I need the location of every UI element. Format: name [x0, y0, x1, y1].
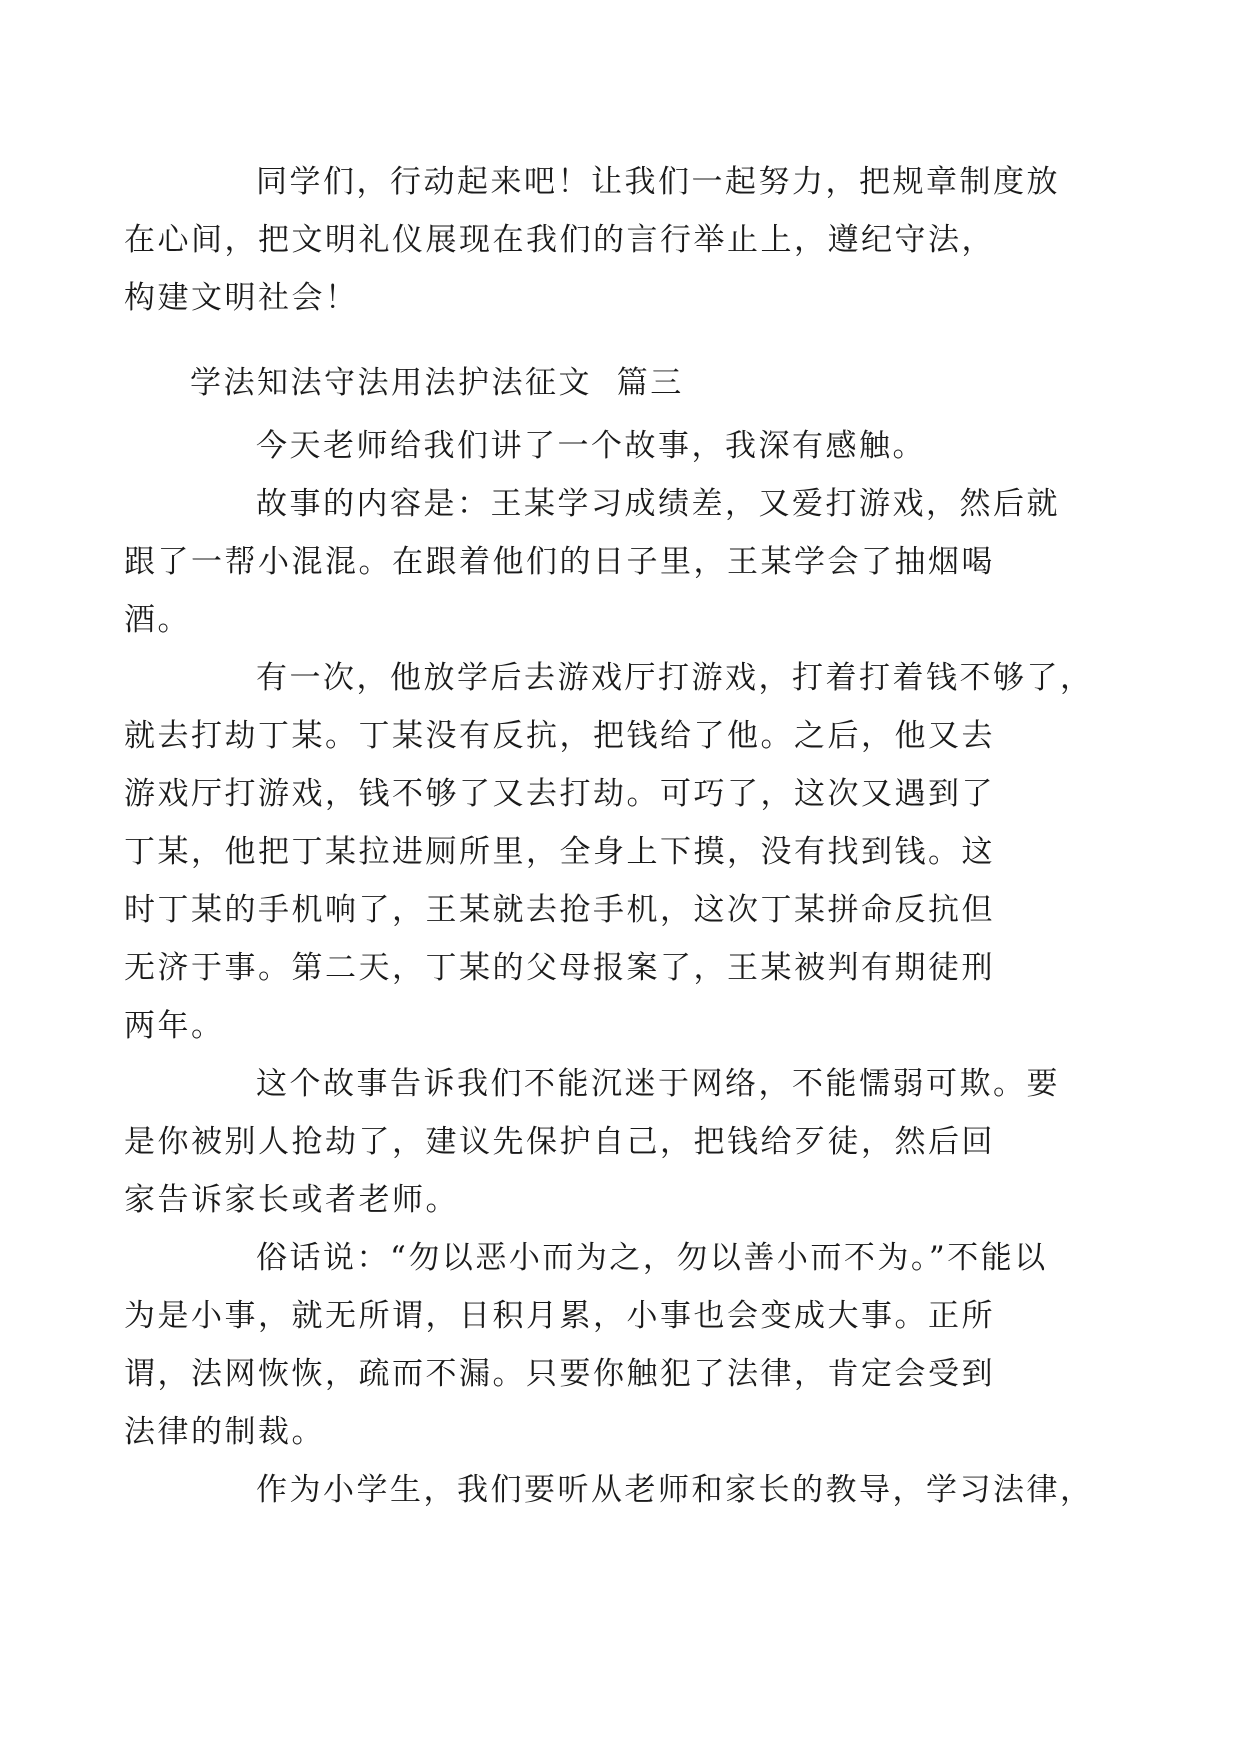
text-line: 俗话说：“勿以恶小而为之，勿以善小而不为。”不能以: [256, 1240, 1048, 1276]
text-line: 同学们，行动起来吧！让我们一起努力，把规章制度放: [256, 164, 1060, 200]
text-line: 为是小事，就无所谓，日积月累，小事也会变成大事。正所: [124, 1298, 995, 1334]
text-line: 游戏厅打游戏，钱不够了又去打劫。可巧了，这次又遇到了: [124, 776, 995, 812]
text-line: 是你被别人抢劫了，建议先保护自己，把钱给歹徒，然后回: [124, 1124, 995, 1160]
section-title: 学法知法守法用法护法征文 篇三: [190, 365, 684, 401]
paragraph-3: [124, 649, 1094, 1055]
paragraph-2: [124, 475, 1070, 649]
section-block: [124, 354, 1094, 1519]
paragraph-intro: [124, 153, 1070, 327]
text-line: 今天老师给我们讲了一个故事，我深有感触。: [256, 428, 926, 464]
text-line: 作为小学生，我们要听从老师和家长的教导，学习法律，: [256, 1472, 1094, 1508]
text-line: 时丁某的手机响了，王某就去抢手机，这次丁某拼命反抗但: [124, 892, 995, 928]
text-line: 谓，法网恢恢，疏而不漏。只要你触犯了法律，肯定会受到: [124, 1356, 995, 1392]
paragraph-1: [190, 417, 1070, 475]
text-line: 酒。: [124, 602, 191, 638]
text-line: 有一次，他放学后去游戏厅打游戏，打着打着钱不够了，: [256, 660, 1094, 696]
text-line: 无济于事。第二天，丁某的父母报案了，王某被判有期徒刑: [124, 950, 995, 986]
text-line: 两年。: [124, 1008, 225, 1044]
text-line: 这个故事告诉我们不能沉迷于网络，不能懦弱可欺。要: [256, 1066, 1060, 1102]
text-line: 故事的内容是：王某学习成绩差，又爱打游戏，然后就: [256, 486, 1060, 522]
text-line: 家告诉家长或者老师。: [124, 1182, 459, 1218]
paragraph-5: [124, 1229, 1070, 1461]
intro-paragraph-block: [124, 153, 1070, 327]
text-line: 构建文明社会！: [124, 280, 359, 316]
text-line: 就去打劫丁某。丁某没有反抗，把钱给了他。之后，他又去: [124, 718, 995, 754]
text-line: 丁某，他把丁某拉进厕所里，全身上下摸，没有找到钱。这: [124, 834, 995, 870]
text-line: 法律的制裁。: [124, 1414, 325, 1450]
text-line: 在心间，把文明礼仪展现在我们的言行举止上，遵纪守法，: [124, 222, 995, 258]
paragraph-6: [190, 1461, 1094, 1519]
paragraph-4: [124, 1055, 1070, 1229]
text-line: 跟了一帮小混混。在跟着他们的日子里，王某学会了抽烟喝: [124, 544, 995, 580]
